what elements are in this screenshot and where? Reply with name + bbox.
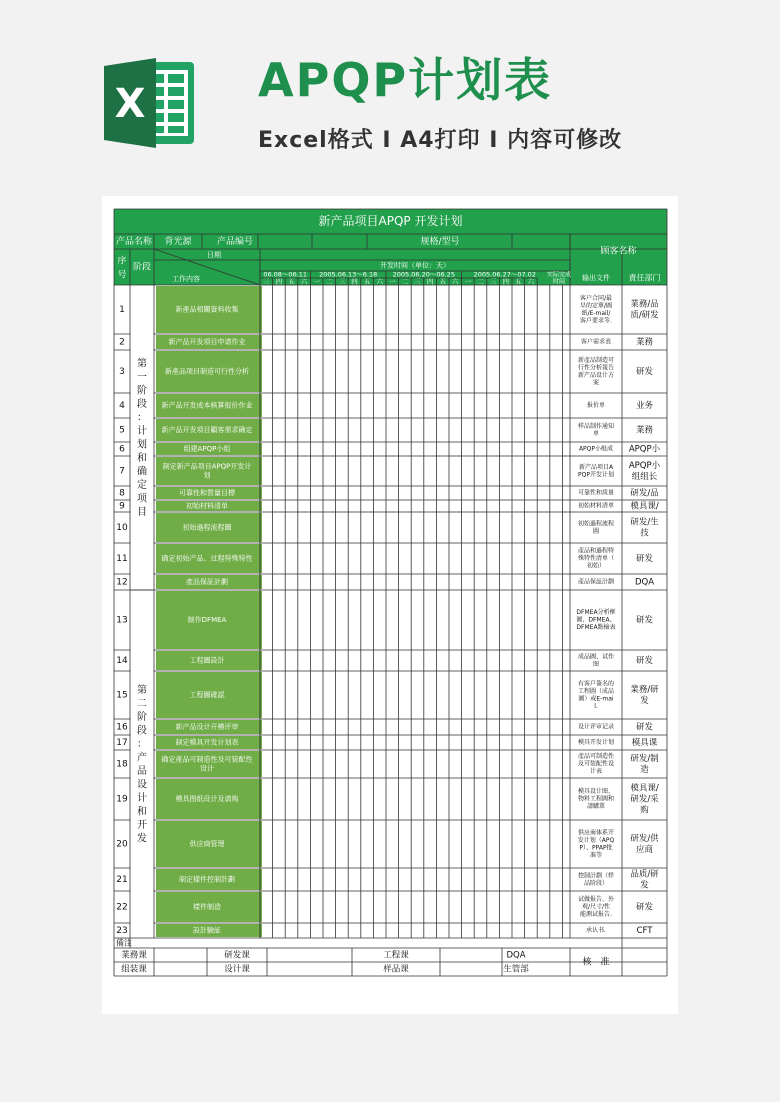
responsible-dept: 应商 — [635, 845, 654, 855]
responsible-dept: 業務/研 — [630, 685, 659, 695]
stage-cell — [131, 591, 154, 938]
day-label: 三 — [414, 277, 421, 286]
row-number: 9 — [119, 501, 125, 512]
signoff-dept: 组装课 — [121, 964, 147, 975]
stage-1-label: ： — [137, 412, 147, 424]
responsible-dept: CFT — [636, 926, 653, 936]
table-title: 新产品项目APQP 开发计划 — [318, 214, 463, 228]
row-number: 19 — [116, 794, 128, 805]
day-label: 三 — [489, 277, 497, 286]
work-content: 制定模具开发计划表 — [175, 738, 239, 747]
row-number: 22 — [116, 902, 128, 913]
work-content: 可靠性和質量目標 — [179, 489, 235, 497]
responsible-dept: 研发 — [635, 615, 654, 626]
work-content: 供应商管理 — [189, 840, 225, 848]
output-doc: 產品可制造性 — [577, 753, 615, 760]
output-doc: 新產品制造可 — [577, 356, 615, 364]
output-doc: P）、PPAP批 — [579, 844, 613, 852]
stage-2-label: 设 — [137, 779, 147, 791]
stage-1-label: 计 — [137, 425, 147, 437]
output-doc: 工程圖（成品 — [577, 687, 615, 695]
responsible-dept: 模具课/ — [630, 783, 659, 794]
product-no-label: 产品编号 — [216, 237, 254, 247]
output-doc: 承认书. — [586, 927, 606, 934]
responsible-dept: 研发 — [635, 367, 654, 377]
output-doc: 模具设计图、 — [577, 788, 615, 795]
row-number: 17 — [116, 738, 128, 748]
output-doc: 圖、DFMEA、 — [576, 616, 616, 624]
work-content: 划 — [203, 471, 211, 480]
stage-1-label: 定 — [137, 479, 147, 491]
row-number: 12 — [116, 577, 128, 588]
responsible-dept: 购 — [640, 805, 649, 816]
row-number: 10 — [116, 523, 128, 533]
row-number: 8 — [119, 488, 125, 499]
output-doc: 初始過程流程 — [577, 520, 615, 528]
output-doc: 產品保証計劃 — [577, 578, 615, 586]
work-content: 產品保証計劃 — [186, 578, 228, 586]
responsible-dept: 業務 — [635, 337, 654, 348]
row-number: 2 — [119, 337, 125, 348]
day-label: 六 — [527, 277, 535, 286]
spec-label: 规格/型号 — [420, 237, 460, 247]
row-number: 4 — [119, 401, 125, 411]
responsible-dept: 研发/采 — [630, 794, 659, 805]
apqp-sheet — [102, 196, 678, 1014]
week-range-header: 2005.06.13～6.18 — [319, 270, 378, 279]
stage-1-label: 划 — [137, 439, 147, 451]
work-content: 制定樣件控制計劃 — [179, 875, 235, 884]
stage-2-label: ： — [137, 738, 147, 750]
day-label: 六 — [300, 277, 308, 286]
day-label: 二 — [401, 277, 409, 286]
output-doc: 单 — [592, 430, 600, 438]
output-doc: 請購單 — [586, 803, 606, 810]
output-doc: 新产品设计方 — [577, 371, 615, 379]
page-title: APQP计划表 — [258, 53, 553, 107]
day-label: 一 — [389, 277, 396, 286]
output-doc: 產品和過程特 — [577, 547, 615, 555]
row-number: 11 — [116, 554, 128, 564]
responsible-dept: 质/研发 — [630, 310, 659, 321]
work-content: 新产品开发成本核算报价作业 — [161, 401, 253, 410]
work-content: 模具图纸设计及请购 — [175, 795, 239, 803]
row-number: 7 — [119, 466, 125, 477]
responsible-dept: 发 — [640, 696, 649, 706]
stage-2-label: 段 — [137, 725, 147, 737]
signoff-dept: 業務课 — [121, 950, 147, 961]
responsible-dept: 发 — [640, 880, 649, 891]
output-doc: APQP小组成 — [578, 445, 614, 453]
signoff-dept: 设计课 — [224, 964, 250, 975]
work-content: 初始材料清单 — [186, 502, 228, 510]
output-doc: 供应商体系开 — [577, 829, 615, 837]
responsible-dept: 研发/品 — [630, 488, 659, 499]
work-content: 确定初始产品、过程特殊特性 — [161, 554, 253, 563]
row-number: 20 — [116, 839, 128, 850]
day-label: 四 — [275, 277, 283, 286]
output-doc: 客戶要求等. — [580, 317, 612, 325]
stage-1-label: 和 — [137, 452, 147, 464]
apqp-table — [102, 196, 678, 1014]
seq-header: 序 — [117, 256, 127, 267]
stage-2-label: 二 — [137, 698, 147, 710]
output-doc: 发计划（APQ — [577, 836, 615, 844]
output-doc-header: 输出文件 — [582, 274, 610, 282]
stage-header: 阶段 — [132, 262, 152, 273]
work-content: 组建APQP小组 — [183, 445, 231, 453]
output-doc: 殊特性清单（ — [577, 555, 615, 562]
banner-header — [0, 0, 780, 196]
signoff-dept: 生管部 — [503, 964, 529, 975]
remark-label: 備注 — [116, 938, 132, 948]
day-label: 三 — [338, 277, 346, 286]
seq-header: 号 — [117, 270, 127, 281]
date-header: 日期 — [207, 251, 221, 259]
row-number: 23 — [116, 926, 128, 936]
day-label: 一 — [313, 277, 320, 286]
output-doc: 物料工程圖和 — [577, 795, 615, 803]
day-label: 四 — [502, 277, 509, 286]
output-doc: DFMEA分析框 — [576, 609, 616, 616]
output-doc: 初始材料清单 — [577, 502, 615, 510]
stage-1-label: 阶 — [137, 385, 147, 397]
day-label: 五 — [363, 277, 371, 286]
day-label: 二 — [326, 277, 333, 286]
stage-1-label: 项 — [137, 493, 147, 505]
row-number: 16 — [116, 722, 128, 733]
excel-logo-icon — [104, 56, 198, 150]
row-number: 21 — [116, 875, 128, 885]
work-content: 新产品开发项目申请作业 — [168, 338, 246, 346]
day-label: 五 — [515, 277, 522, 286]
day-label: 四 — [351, 277, 358, 286]
output-doc: 成品圖、试作 — [577, 653, 615, 661]
work-content: 新产品设计开模评审 — [175, 723, 239, 731]
signoff-dept: 样品课 — [383, 964, 409, 975]
work-content: 工程圖確認 — [189, 691, 225, 699]
output-doc: 品阶段） — [583, 879, 609, 887]
output-doc: 控制計劃（样 — [577, 872, 615, 880]
stage-2-label: 阶 — [137, 711, 147, 723]
output-doc: 客户需求表 — [580, 338, 612, 346]
output-doc: PQP开发计划 — [578, 471, 614, 479]
output-doc: 报价单 — [586, 402, 606, 409]
output-doc: 准等 — [589, 851, 603, 859]
output-doc: 案 — [592, 379, 600, 387]
day-label: 五 — [439, 277, 446, 286]
row-number: 3 — [119, 367, 125, 377]
row-number: 1 — [119, 305, 125, 315]
actual-done-header: 时间 — [552, 278, 566, 286]
output-doc: 设计评审记录 — [577, 723, 615, 731]
stage-1-label: 第 — [137, 358, 147, 370]
responsible-dept: 业务 — [635, 401, 654, 411]
stage-2-label: 和 — [137, 806, 147, 818]
page-subtitle: Excel格式 I A4打印 I 内容可修改 — [258, 128, 623, 153]
work-content: 新產品项目制造可行性分析 — [165, 367, 249, 376]
output-doc: DFMEA點檢表 — [576, 624, 616, 631]
week-range-header: 06.08～06.11 — [263, 270, 308, 279]
row-number: 5 — [119, 425, 125, 436]
work-content: 制定新产品项目APQP开发计 — [162, 462, 252, 471]
day-label: 一 — [464, 277, 472, 286]
actual-done-header: 实际完成 — [546, 271, 572, 279]
responsible-dept: 研发/生 — [630, 517, 659, 528]
week-range-header: 2005.06.20～06.25 — [392, 270, 455, 279]
output-doc: 模具开发计划 — [577, 739, 615, 746]
row-number: 14 — [116, 656, 128, 666]
stage-2-label: 品 — [137, 765, 147, 777]
signoff-dept: 研发课 — [224, 950, 250, 961]
work-content: 新产品开发项目顧客需求确定 — [161, 426, 253, 434]
work-content: 工程圖設計 — [189, 656, 225, 665]
work-content: 确定產品可制造性及可装配性 — [161, 755, 253, 764]
day-label: 三 — [263, 277, 270, 286]
output-doc: 圖 — [592, 527, 600, 535]
responsible-dept: 研发/制 — [630, 754, 659, 764]
responsible-dept: 技 — [640, 528, 649, 539]
responsible-dept: DQA — [634, 577, 655, 588]
work-content: 制作DFMEA — [187, 616, 227, 624]
stage-1-label: 段 — [137, 398, 147, 410]
signoff-dept: 工程课 — [383, 950, 409, 961]
responsible-dept: APQP小 — [628, 444, 661, 455]
row-number: 18 — [116, 759, 128, 770]
approve-label: 核 准 — [582, 957, 610, 968]
responsible-dept: 研发 — [635, 656, 654, 666]
responsible-dept: 研发 — [635, 722, 654, 733]
output-doc: 可靠性和质量 — [577, 489, 615, 497]
responsible-dept: 業務 — [635, 425, 654, 436]
output-doc: 图 — [592, 660, 600, 668]
output-doc: 观/尺寸/性 — [581, 903, 611, 911]
output-doc: 早的定單/圖 — [579, 302, 613, 310]
work-content: 樣件制造 — [193, 903, 221, 911]
responsible-dept: 品质/研 — [630, 869, 659, 880]
customer-label: 顾客名称 — [600, 246, 637, 257]
stage-2-label: 第 — [137, 684, 147, 696]
work-content: 設計驗証 — [193, 926, 221, 935]
output-doc: 能测试报告. — [580, 911, 612, 918]
day-label: 四 — [426, 277, 434, 286]
output-doc: 行性分析報告 — [577, 364, 615, 372]
work-content: 设计 — [200, 764, 214, 773]
day-label: 二 — [477, 277, 484, 286]
output-doc: 及可装配性设 — [577, 760, 615, 768]
responsible-dept: 研发/供 — [630, 834, 659, 844]
output-doc: 紙/E-mail/ — [581, 309, 611, 317]
output-doc: 计表 — [589, 768, 603, 775]
stage-1-label: 确 — [137, 466, 147, 478]
day-label: 六 — [376, 277, 383, 286]
work-header: 工作内容 — [172, 275, 200, 283]
product-name-label: 产品名称 — [115, 237, 153, 247]
responsible-dept: 研发 — [635, 902, 654, 913]
day-label: 六 — [452, 277, 459, 286]
output-doc: 试做报告、外 — [577, 896, 615, 903]
output-doc: 新产品项目A — [578, 463, 614, 471]
stage-2-label: 发 — [137, 833, 147, 845]
dev-time-header: 开发时间（单位：天） — [380, 261, 450, 270]
work-content: 新產品相關資料收集 — [175, 305, 239, 314]
stage-2-label: 产 — [137, 752, 147, 764]
logo-letter: X — [114, 81, 146, 127]
responsible-dept: 業務/品 — [630, 299, 659, 310]
day-label: 五 — [288, 277, 295, 286]
output-doc: 圖）或E-mai — [578, 695, 614, 703]
responsible-header: 責任部门 — [628, 273, 661, 283]
row-number: 15 — [116, 690, 128, 701]
stage-1-label: 一 — [137, 371, 147, 383]
row-number: 13 — [116, 615, 128, 626]
week-range-header: 2005.06.27～07.02 — [473, 270, 536, 279]
stage-1-label: 目 — [137, 506, 147, 518]
responsible-dept: 模具课 — [631, 738, 658, 748]
output-doc: l. — [594, 702, 598, 710]
work-content: 初始過程流程圖 — [182, 523, 232, 532]
responsible-dept: APQP小 — [628, 461, 661, 471]
signoff-dept: DQA — [506, 950, 526, 961]
responsible-dept: 模具课/ — [630, 501, 659, 512]
output-doc: 客户合同/最 — [579, 294, 613, 302]
responsible-dept: 组组长 — [631, 472, 658, 482]
stage-2-label: 计 — [137, 792, 147, 804]
responsible-dept: 研发 — [635, 554, 654, 564]
stage-2-label: 开 — [137, 819, 147, 831]
responsible-dept: 造 — [640, 765, 649, 775]
row-number: 6 — [119, 444, 125, 455]
product-name-value: 背光源 — [164, 237, 192, 247]
output-doc: 样品制作通知 — [577, 422, 615, 430]
stage-cell — [131, 286, 154, 590]
output-doc: 初始） — [586, 562, 606, 570]
output-doc: 有客戶簽名的 — [577, 680, 615, 688]
